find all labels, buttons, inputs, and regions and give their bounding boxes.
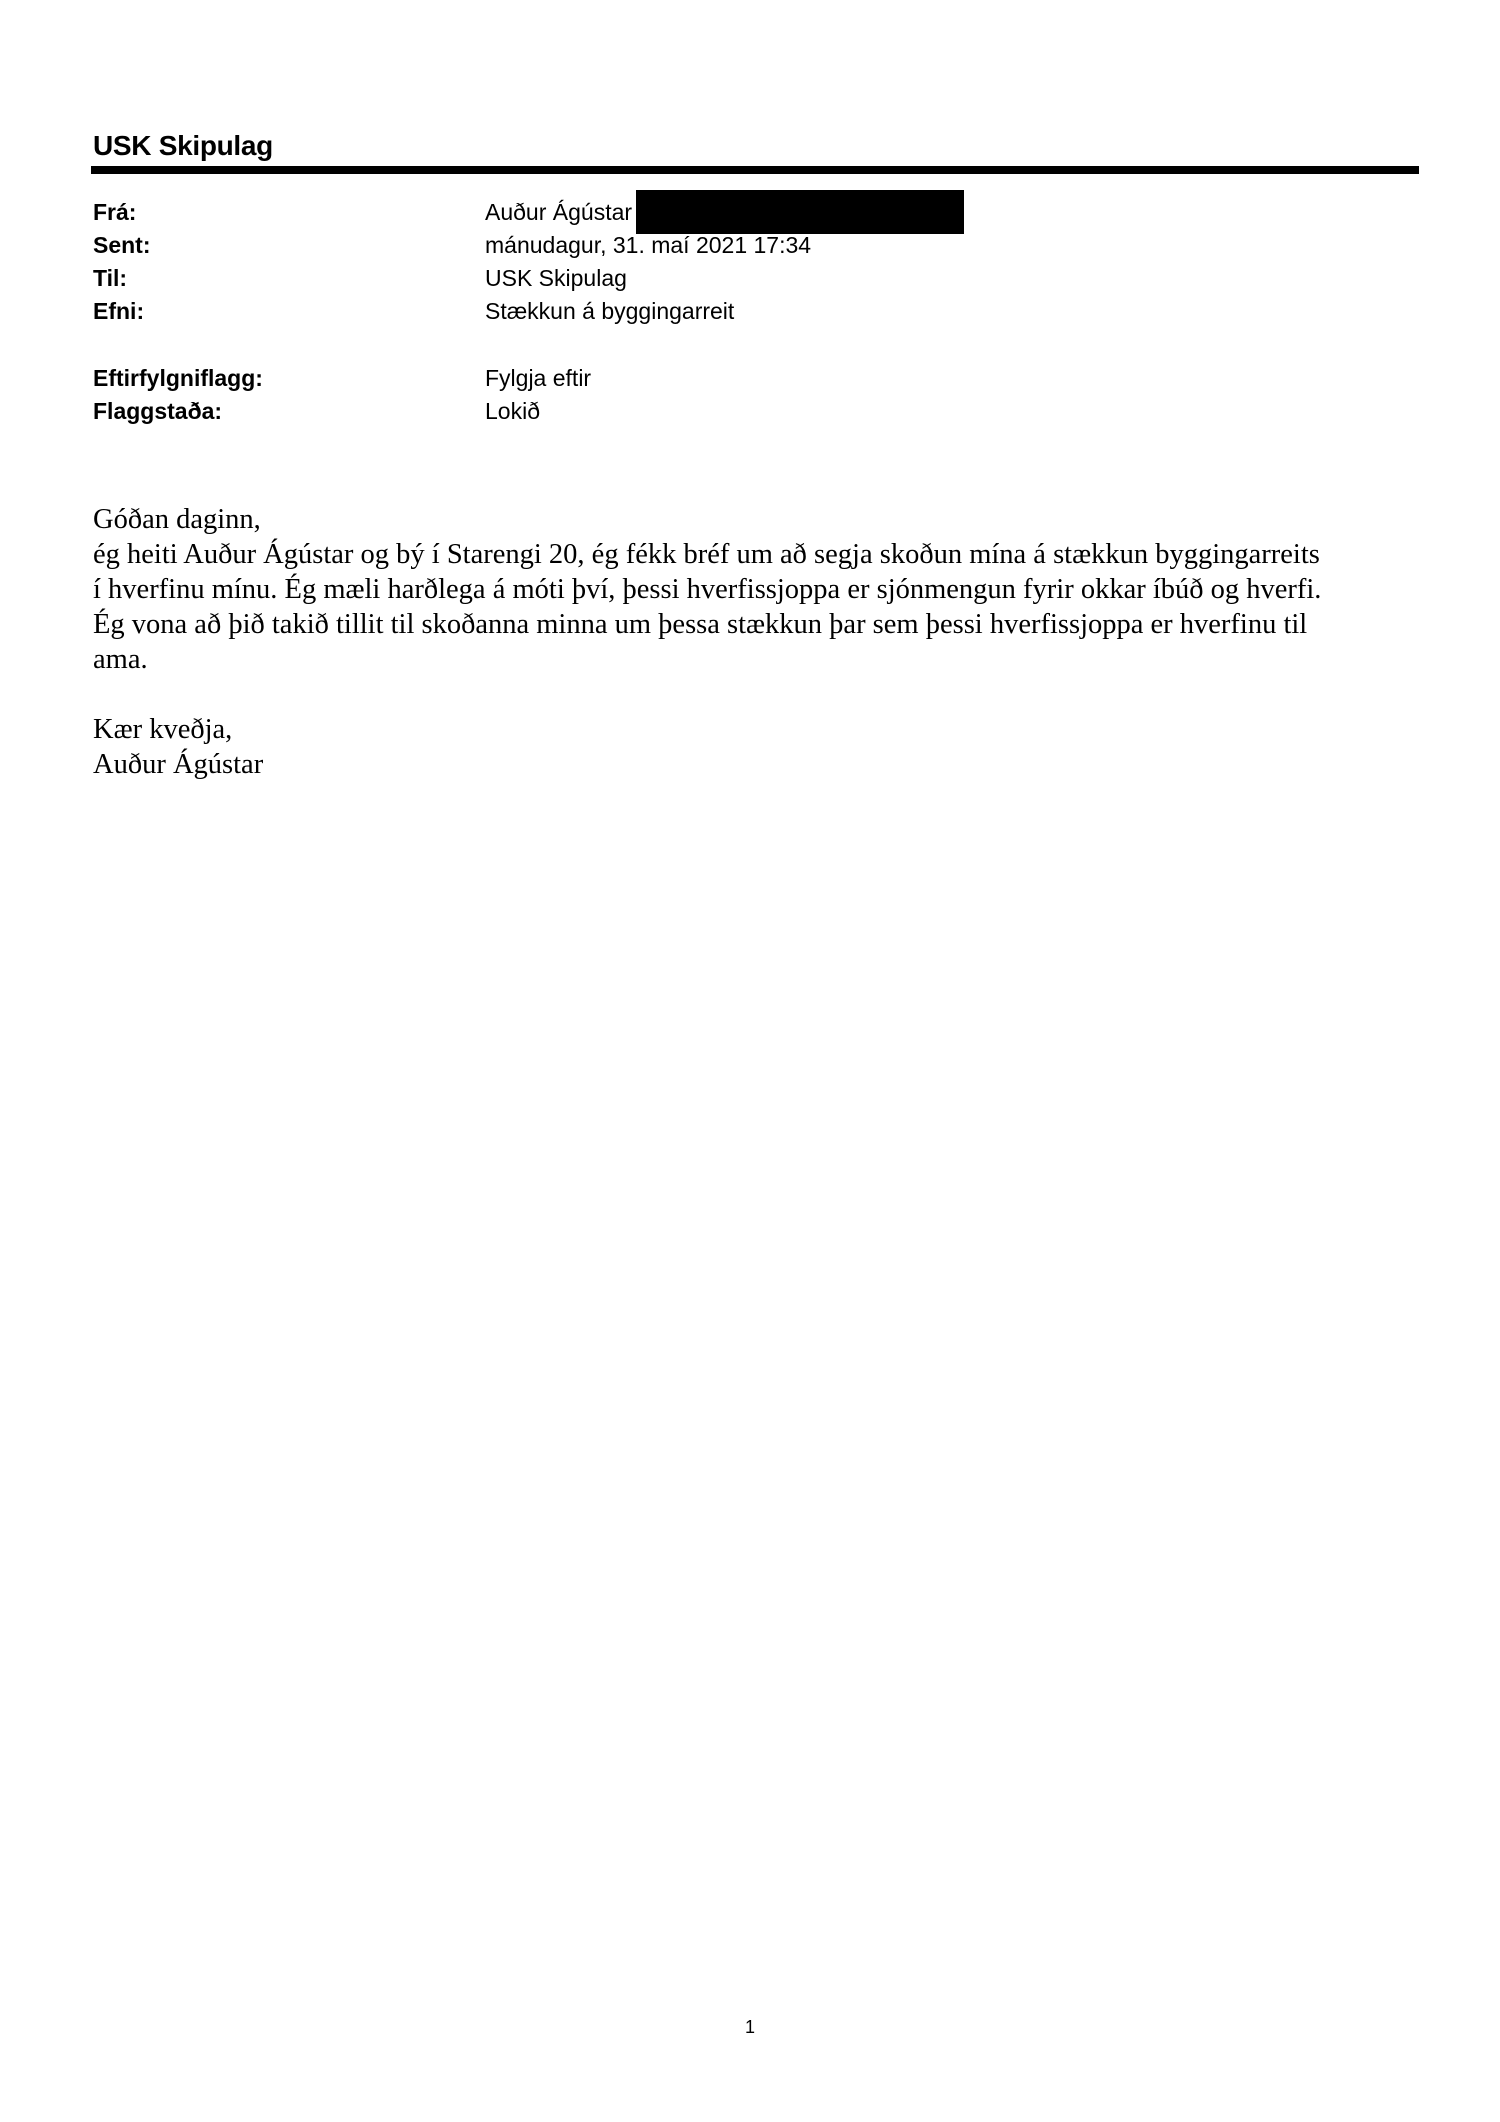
paragraph-gap (93, 677, 1423, 712)
header-from (93, 196, 1413, 228)
header-follow-up-flag (93, 362, 1413, 394)
header-subject (93, 295, 1413, 327)
header-flag-status-label: Flaggstaða: (93, 398, 223, 424)
header-from-label: Frá: (93, 199, 137, 225)
email-body (93, 502, 1423, 782)
sender-name: Auður Ágústar (485, 199, 633, 225)
header-sent-label: Sent: (93, 232, 151, 258)
body-line: Ég vona að þið takið tillit til skoðanna minna um þessa stækkun þar sem þessi hverfissjoppa er hverfinu til (93, 609, 1308, 640)
header-flag-status-value: Lokið (485, 398, 540, 424)
header-sent-value: mánudagur, 31. maí 2021 17:34 (485, 232, 812, 258)
header-to-label: Til: (93, 265, 128, 291)
body-line: í hverfinu mínu. Ég mæli harðlega á móti því, þessi hverfissjoppa er sjónmengun fyrir okkar íbúð og hverfi. (93, 574, 1322, 605)
header-follow-up-flag-value: Fylgja eftir (485, 365, 592, 391)
body-closing: Kær kveðja, (93, 714, 233, 745)
mailbox-title: USK Skipulag (93, 130, 273, 161)
header-sent (93, 229, 1413, 261)
redaction-block (636, 190, 964, 234)
header-to (93, 262, 1413, 294)
body-line: ég heiti Auður Ágústar og bý í Starengi 20, ég fékk bréf um að segja skoðun mína á stækkun byggingarreits (93, 539, 1320, 570)
header-follow-up-flag-label: Eftirfylgniflagg: (93, 365, 263, 391)
body-signature: Auður Ágústar (93, 749, 264, 780)
title-divider (91, 166, 1419, 174)
body-greeting: Góðan daginn, (93, 504, 261, 535)
page-number: 1 (744, 2017, 755, 2037)
body-line: ama. (93, 644, 148, 675)
header-to-value: USK Skipulag (485, 265, 627, 291)
header-subject-label: Efni: (93, 298, 145, 324)
header-subject-value: Stækkun á byggingarreit (485, 298, 735, 324)
header-flag-status (93, 395, 1413, 427)
